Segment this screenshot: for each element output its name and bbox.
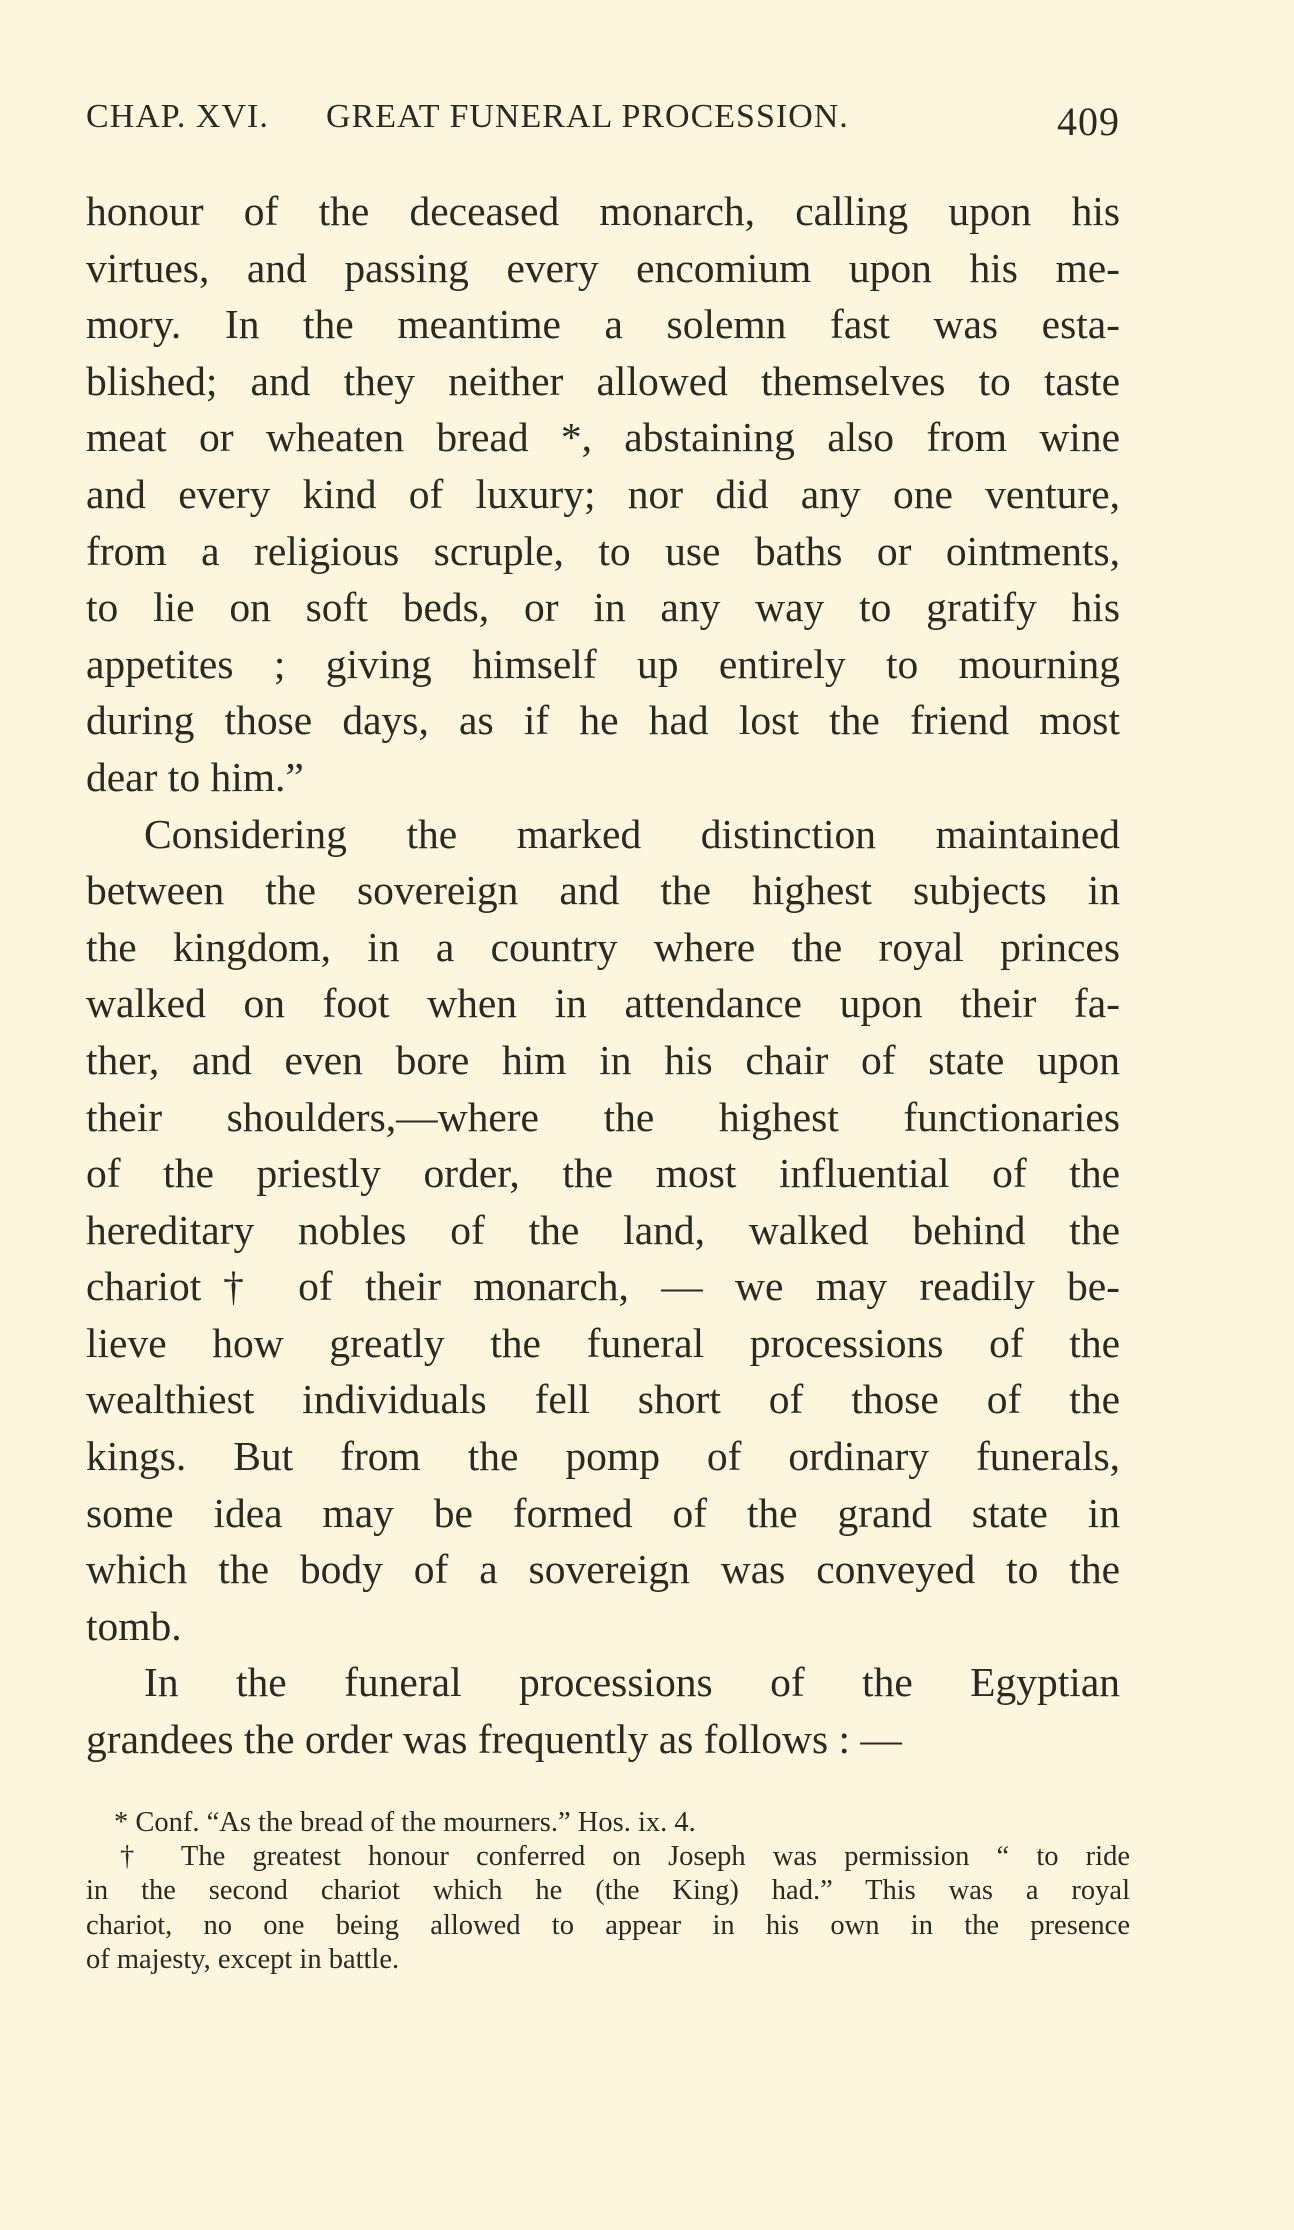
text-line: walked on foot when in attendance upon their fa- [86, 980, 1120, 1027]
text-line: their shoulders,—where the highest functionaries [86, 1093, 1120, 1140]
text-line: wealthiest individuals fell short of those of the [86, 1376, 1120, 1423]
text-line: of the priestly order, the most influential of the [86, 1150, 1120, 1197]
footnote-line: in the second chariot which he (the King) had.” This was a royal [86, 1875, 1130, 1907]
text-line: dear to him.” [86, 753, 304, 800]
text-line: grandees the order was frequently as follows : — [86, 1716, 902, 1763]
page-number: 409 [1057, 99, 1120, 144]
text-line: honour of the deceased monarch, calling upon his [86, 188, 1120, 234]
text-line: lieve how greatly the funeral processions of the [86, 1319, 1120, 1366]
text-line: from a religious scruple, to use baths or ointments, [86, 527, 1120, 574]
chapter-label: CHAP. XVI. [86, 98, 269, 135]
text-line: mory. In the meantime a solemn fast was esta- [86, 301, 1120, 348]
text-line: kings. But from the pomp of ordinary funerals, [86, 1433, 1120, 1480]
text-line: meat or wheaten bread *, abstaining also from wine [86, 414, 1120, 461]
body-text [86, 183, 1120, 1768]
running-header [86, 98, 1120, 148]
text-line: tomb. [86, 1602, 182, 1649]
text-line: ther, and even bore him in his chair of state upon [86, 1036, 1120, 1083]
text-line: and every kind of luxury; nor did any one venture, [86, 470, 1120, 517]
footnote-line: chariot, no one being allowed to appear in his own in the presence [86, 1909, 1130, 1941]
paragraph-start-line: Considering the marked distinction maintained [144, 810, 1120, 857]
text-line: some idea may be formed of the grand state in [86, 1489, 1120, 1536]
text-line: which the body of a sovereign was conveyed to the [86, 1546, 1120, 1593]
text-line: between the sovereign and the highest subjects in [86, 867, 1120, 914]
footnotes [86, 1806, 1130, 1977]
footnote-asterisk: * Conf. “As the bread of the mourners.” Hos. ix. 4. [114, 1807, 696, 1838]
text-line: to lie on soft beds, or in any way to gratify his [86, 584, 1120, 631]
text-line: the kingdom, in a country where the royal princes [86, 923, 1120, 970]
text-line: virtues, and passing every encomium upon his me- [86, 244, 1120, 291]
text-line: blished; and they neither allowed themselves to taste [86, 357, 1120, 404]
text-line: during those days, as if he had lost the friend most [86, 697, 1120, 744]
footnote-dagger: † The greatest honour conferred on Joseph was permission “ to ride [120, 1841, 1130, 1873]
footnote-line: of majesty, except in battle. [86, 1943, 400, 1975]
text-line: chariot† of their monarch, — we may readily be- [86, 1263, 1120, 1310]
paragraph-start-line: In the funeral processions of the Egyptian [144, 1659, 1120, 1706]
text-line: hereditary nobles of the land, walked behind the [86, 1206, 1120, 1253]
chapter-title: GREAT FUNERAL PROCESSION. [326, 98, 849, 135]
text-line: appetites ; giving himself up entirely to mourning [86, 640, 1120, 687]
